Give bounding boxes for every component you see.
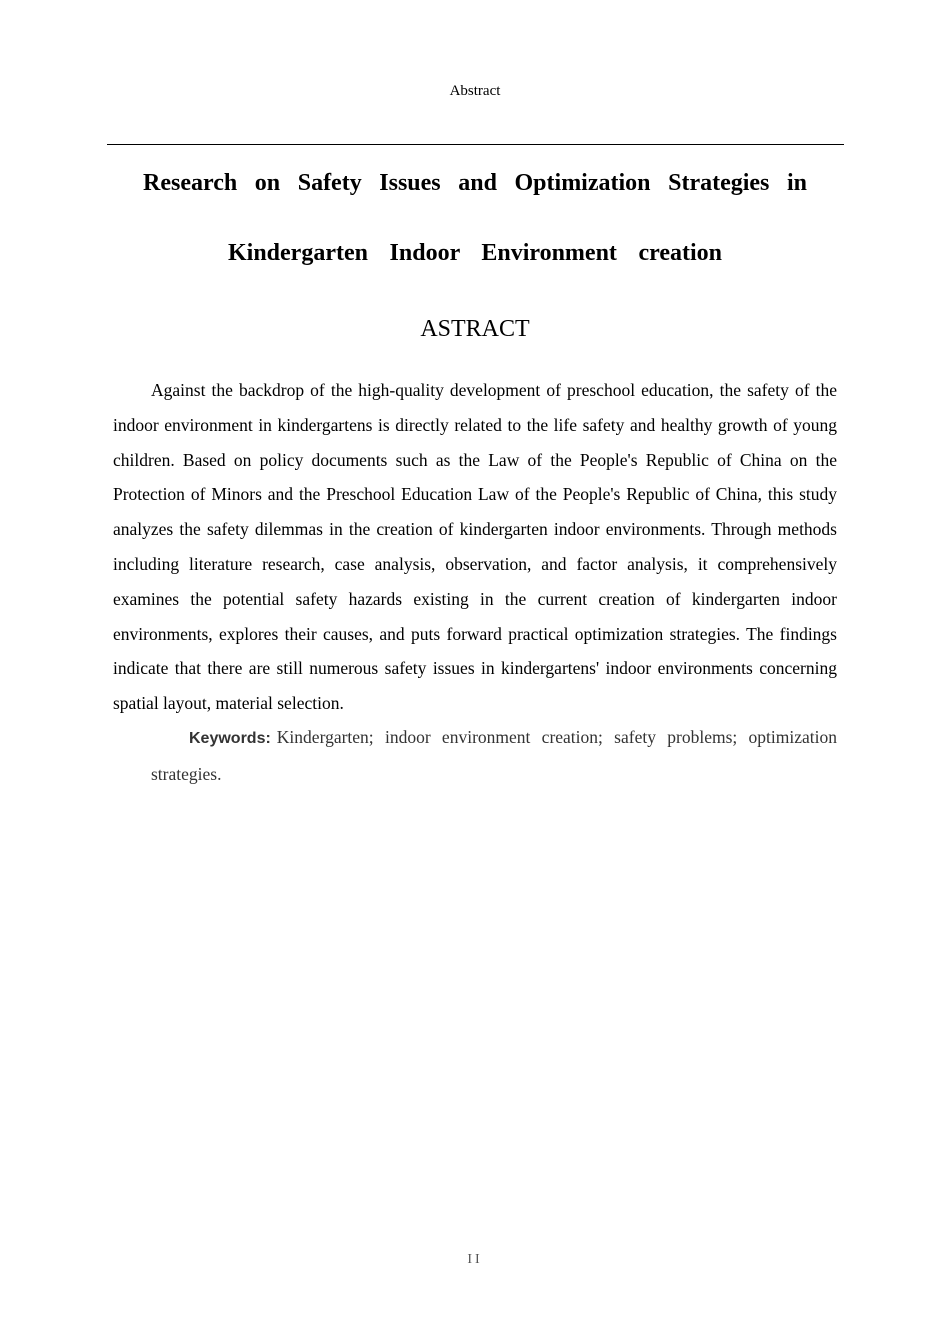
keywords-label: Keywords:: [189, 730, 271, 747]
abstract-heading: ASTRACT: [420, 316, 530, 342]
keywords-paragraph: [151, 720, 837, 792]
running-header: Abstract: [449, 83, 501, 99]
title-line-1: Research on Safety Issues and Optimization Strategies in: [143, 170, 807, 196]
abstract-body: Against the backdrop of the high-quality development of preschool education, the safety of the indoor environment in kindergartens is directly related to the life safety and healthy growth of young children. Based on policy documents such as the Law of the People's Republic of China on the Protection of Minors and the Preschool Education Law of the People's Republic of China, this study analyzes the safety dilemmas in the creation of kindergarten indoor environments. Through methods including literature research, case analysis, observation, and factor analysis, it comprehensively examines the potential safety hazards existing in the current creation of kindergarten indoor environments, explores their causes, and puts forward practical optimization strategies. The findings indicate that there are still numerous safety issues in kindergartens' indoor environments concerning spatial layout, material selection.: [113, 380, 837, 714]
header-rule: [107, 144, 844, 145]
title-line-2: Kindergarten Indoor Environment creation: [228, 240, 722, 266]
keywords-text: Kindergarten; indoor environment creation; safety problems; optimization strategies.: [151, 727, 837, 784]
page-number: II: [467, 1252, 483, 1267]
